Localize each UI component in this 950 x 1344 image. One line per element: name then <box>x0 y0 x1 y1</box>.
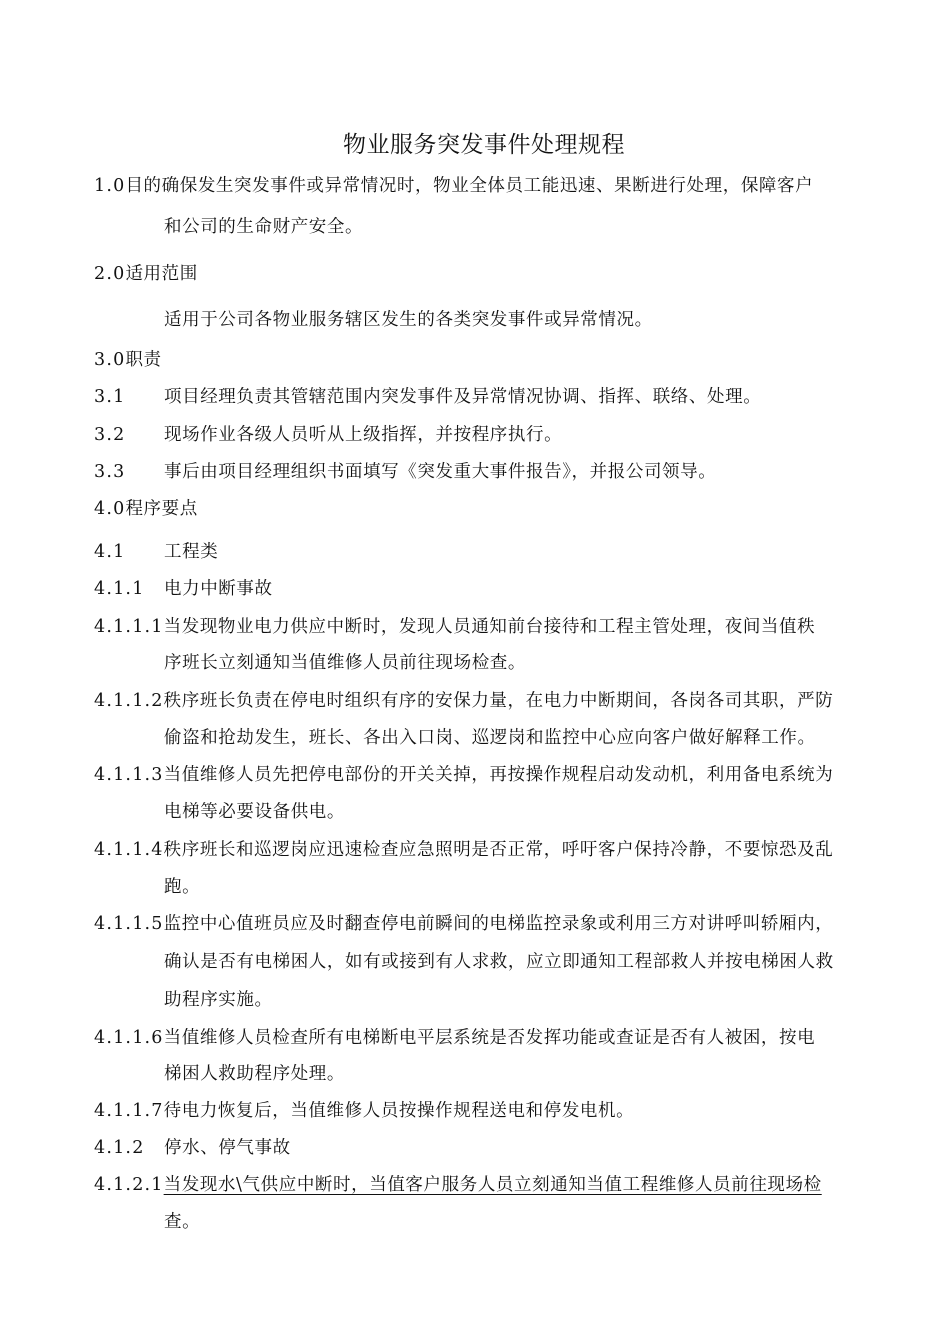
subsection-heading: 工程类 <box>164 542 219 562</box>
subsection-4-1-2 <box>94 1136 291 1160</box>
subsection-number: 4.1.2 <box>94 1138 145 1158</box>
section-number: 2.0 <box>94 264 126 284</box>
item-4-1-1-1-line-1 <box>94 615 815 639</box>
item-text: 查。 <box>164 1212 201 1232</box>
document-title: 物业服务突发事件处理规程 <box>343 132 625 158</box>
item-text: 秩序班长和巡逻岗应迅速检查应急照明是否正常，呼吁客户保持冷静，不要惊恐及乱 <box>163 840 834 860</box>
item-number: 4.1.1.4 <box>94 840 164 860</box>
item-4-1-1-2-line-2 <box>164 726 816 750</box>
section-heading: 程序要点 <box>125 499 198 519</box>
item-text: 当值维修人员检查所有电梯断电平层系统是否发挥功能或查证是否有人被困，按电 <box>163 1028 816 1048</box>
item-4-1-1-4-line-2 <box>164 875 200 899</box>
item-4-1-2-1-line-2 <box>164 1210 200 1234</box>
item-4-1-1-5-line-3 <box>164 988 273 1012</box>
item-text: 当发现物业电力供应中断时，发现人员通知前台接待和工程主管处理，夜间当值秩 <box>163 617 816 637</box>
item-4-1-1-2-line-1 <box>94 689 833 713</box>
section-1-line-2 <box>164 215 363 239</box>
item-text: 当值维修人员先把停电部份的开关关掉，再按操作规程启动发动机，利用备电系统为 <box>163 765 834 785</box>
item-number: 3.2 <box>94 425 126 445</box>
item-number: 4.1.1.1 <box>94 617 164 637</box>
item-text: 确认是否有电梯困人，如有或接到有人求救，应立即通知工程部救人并按电梯困人救 <box>164 952 834 972</box>
item-number: 4.1.1.7 <box>94 1101 164 1121</box>
item-text: 秩序班长负责在停电时组织有序的安保力量，在电力中断期间，各岗各司其职，严防 <box>163 691 834 711</box>
item-4-1-1-4-line-1 <box>94 838 833 862</box>
item-4-1-1-7 <box>94 1099 634 1123</box>
section-text: 目的确保发生突发事件或异常情况时，物业全体员工能迅速、果断进行处理，保障客户 <box>125 176 814 196</box>
section-text: 和公司的生命财产安全。 <box>164 217 364 237</box>
item-text: 事后由项目经理组织书面填写《突发重大事件报告》，并报公司领导。 <box>164 462 717 482</box>
item-text: 待电力恢复后，当值维修人员按操作规程送电和停发电机。 <box>163 1101 635 1121</box>
item-text: 现场作业各级人员听从上级指挥，并按程序执行。 <box>164 425 563 445</box>
item-number: 3.3 <box>94 462 126 482</box>
section-3-heading <box>94 348 162 372</box>
item-text: 电梯等必要设备供电。 <box>164 802 345 822</box>
item-3-2 <box>94 423 562 447</box>
section-4-heading <box>94 497 198 521</box>
item-4-1-1-6-line-2 <box>164 1062 345 1086</box>
item-number: 4.1.2.1 <box>94 1175 164 1195</box>
item-3-3 <box>94 460 716 484</box>
subsection-heading: 电力中断事故 <box>164 579 273 599</box>
item-text: 跑。 <box>164 877 201 897</box>
subsection-heading: 停水、停气事故 <box>164 1138 291 1158</box>
item-3-1 <box>94 385 761 409</box>
subsection-4-1-1 <box>94 577 273 601</box>
item-text: 当发现水\气供应中断时，当值客户服务人员立刻通知当值工程维修人员前往现场检 <box>163 1175 822 1195</box>
subsection-number: 4.1 <box>94 542 126 562</box>
item-text: 监控中心值班员应及时翻查停电前瞬间的电梯监控录象或利用三方对讲呼叫轿厢内， <box>163 914 834 934</box>
item-text: 偷盗和抢劫发生，班长、各出入口岗、巡逻岗和监控中心应向客户做好解释工作。 <box>164 728 816 748</box>
item-4-1-1-6-line-1 <box>94 1026 815 1050</box>
section-number: 3.0 <box>94 350 126 370</box>
section-text: 适用于公司各物业服务辖区发生的各类突发事件或异常情况。 <box>164 310 653 330</box>
item-number: 4.1.1.3 <box>94 765 164 785</box>
section-2-heading <box>94 262 198 286</box>
subsection-number: 4.1.1 <box>94 579 145 599</box>
item-4-1-2-1-line-1 <box>94 1173 822 1197</box>
item-4-1-1-1-line-2 <box>164 651 526 675</box>
section-2-text <box>164 308 653 332</box>
item-text: 项目经理负责其管辖范围内突发事件及异常情况协调、指挥、联络、处理。 <box>164 387 762 407</box>
section-number: 4.0 <box>94 499 126 519</box>
item-text: 助程序实施。 <box>164 990 273 1010</box>
subsection-4-1 <box>94 540 218 564</box>
item-text: 梯困人救助程序处理。 <box>164 1064 345 1084</box>
section-number: 1.0 <box>94 176 126 196</box>
item-number: 4.1.1.5 <box>94 914 164 934</box>
item-4-1-1-5-line-1 <box>94 912 833 936</box>
section-heading: 适用范围 <box>125 264 198 284</box>
item-number: 4.1.1.6 <box>94 1028 164 1048</box>
section-heading: 职责 <box>125 350 162 370</box>
item-number: 4.1.1.2 <box>94 691 164 711</box>
item-number: 3.1 <box>94 387 126 407</box>
item-4-1-1-3-line-1 <box>94 763 833 787</box>
item-text: 序班长立刻通知当值维修人员前往现场检查。 <box>164 653 526 673</box>
section-1-line-1 <box>94 174 813 198</box>
item-4-1-1-3-line-2 <box>164 800 345 824</box>
item-4-1-1-5-line-2 <box>164 950 834 974</box>
